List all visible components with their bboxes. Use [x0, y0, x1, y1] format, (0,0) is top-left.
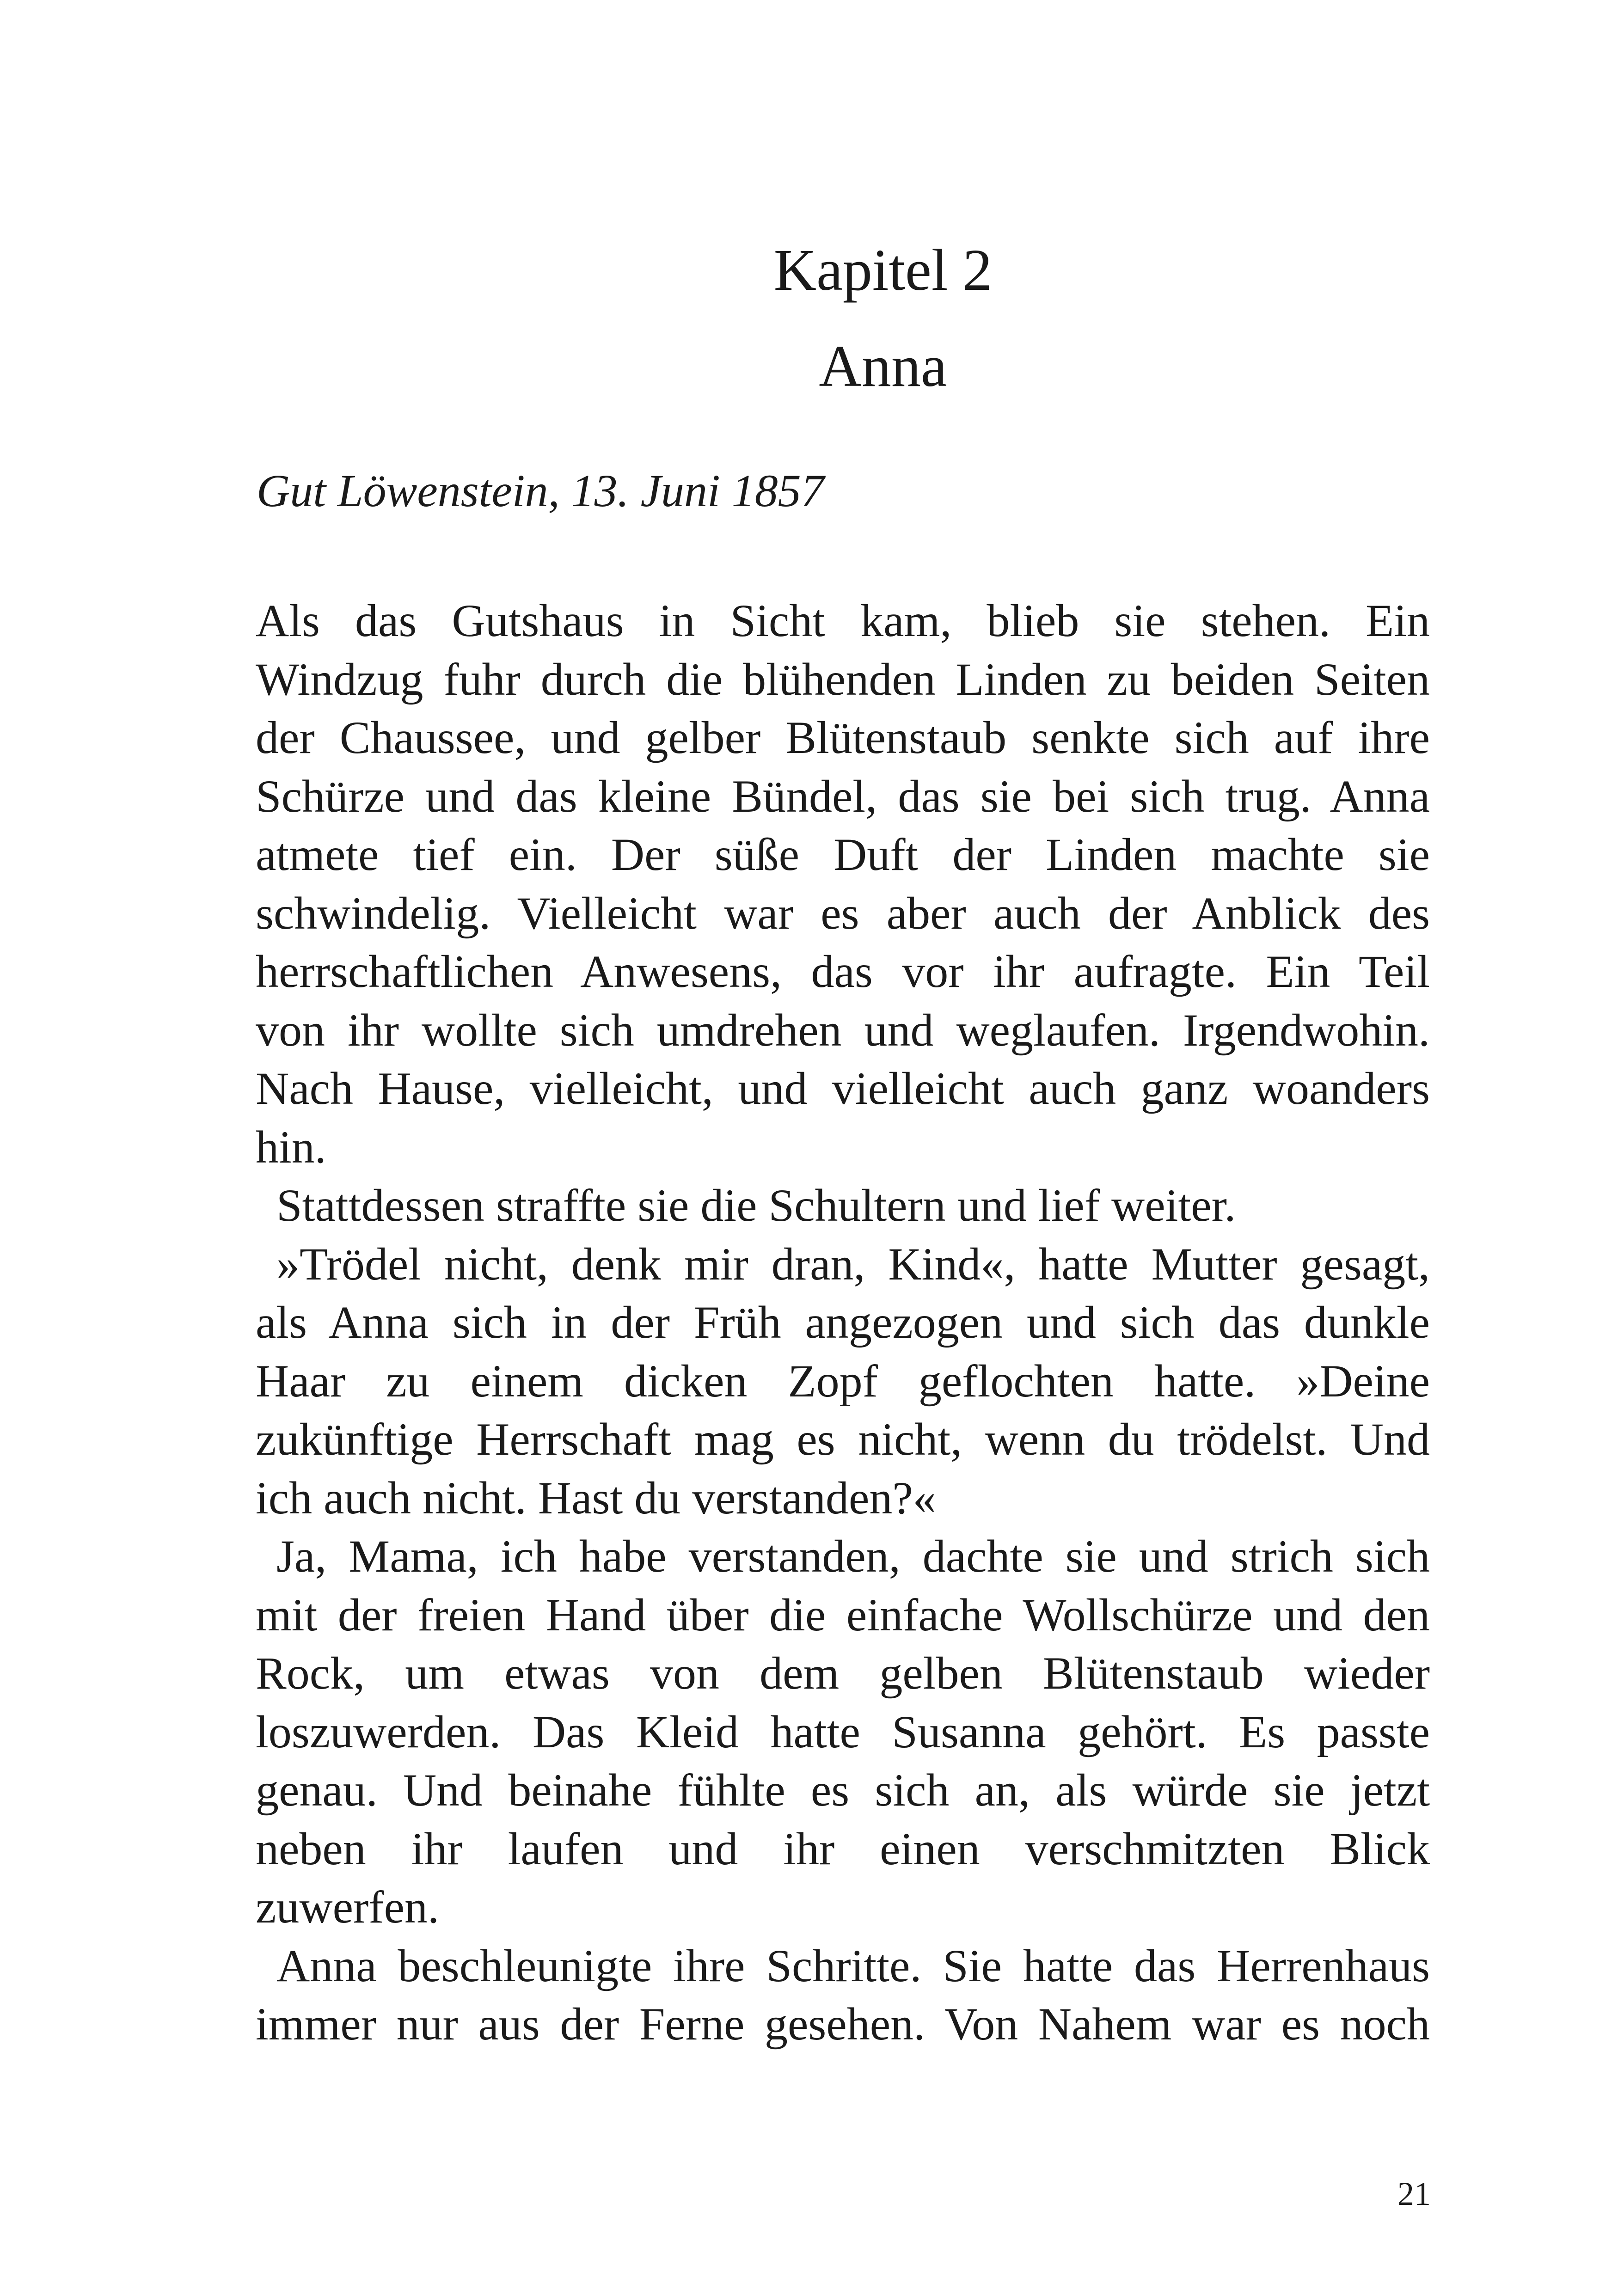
paragraph-4 [256, 1527, 1430, 1937]
text-line: zukünftige Herrschaft mag es nicht, wenn du trödelst. Und [256, 1414, 1430, 1465]
paragraph-5 [256, 1937, 1430, 2054]
text-line: Windzug fuhr durch die blühenden Linden zu beiden Seiten [256, 653, 1430, 705]
text-line: »Trödel nicht, denk mir dran, Kind«, hatte Mutter gesagt, [276, 1238, 1430, 1290]
text-line: hin. [256, 1121, 326, 1173]
text-line: loszuwerden. Das Kleid hatte Susanna gehört. Es passte [256, 1706, 1430, 1757]
chapter-title: Anna [819, 333, 947, 399]
text-line: Ja, Mama, ich habe verstanden, dachte sie und strich sich [276, 1531, 1430, 1582]
text-line: Stattdessen straffte sie die Schultern und lief weiter. [276, 1180, 1236, 1231]
chapter-number: Kapitel 2 [773, 237, 993, 303]
text-line: neben ihr laufen und ihr einen verschmitzten Blick [256, 1823, 1430, 1874]
text-line: der Chaussee, und gelber Blütenstaub senkte sich auf ihre [256, 712, 1430, 763]
text-line: schwindelig. Vielleicht war es aber auch der Anblick des [256, 887, 1430, 939]
text-line: zuwerfen. [256, 1881, 439, 1933]
text-line: ich auch nicht. Hast du verstanden?« [256, 1472, 936, 1524]
text-line: Haar zu einem dicken Zopf geflochten hatte. »Deine [256, 1355, 1430, 1407]
text-line: mit der freien Hand über die einfache Wollschürze und den [256, 1589, 1430, 1641]
paragraph-2 [256, 1176, 1430, 1235]
page-number: 21 [1397, 2175, 1431, 2212]
text-line: immer nur aus der Ferne gesehen. Von Nahem war es noch [256, 1998, 1430, 2050]
paragraph-3 [256, 1235, 1430, 1528]
dateline: Gut Löwenstein, 13. Juni 1857 [257, 465, 824, 516]
text-line: als Anna sich in der Früh angezogen und sich das dunkle [256, 1297, 1430, 1348]
text-line: Nach Hause, vielleicht, und vielleicht auch ganz woanders [256, 1063, 1430, 1114]
text-line: Rock, um etwas von dem gelben Blütenstaub wieder [256, 1647, 1430, 1699]
text-line: Anna beschleunigte ihre Schritte. Sie hatte das Herrenhaus [276, 1940, 1430, 1991]
text-line: atmete tief ein. Der süße Duft der Linden machte sie [256, 829, 1430, 880]
paragraph-1 [256, 592, 1430, 1176]
body-text [256, 592, 1430, 2054]
text-line: Schürze und das kleine Bündel, das sie bei sich trug. Anna [256, 770, 1430, 822]
text-line: genau. Und beinahe fühlte es sich an, als würde sie jetzt [256, 1764, 1430, 1816]
text-line: herrschaftlichen Anwesens, das vor ihr aufragte. Ein Teil [256, 946, 1430, 997]
text-line: Als das Gutshaus in Sicht kam, blieb sie stehen. Ein [256, 595, 1430, 646]
text-line: von ihr wollte sich umdrehen und weglaufen. Irgendwohin. [256, 1004, 1430, 1056]
